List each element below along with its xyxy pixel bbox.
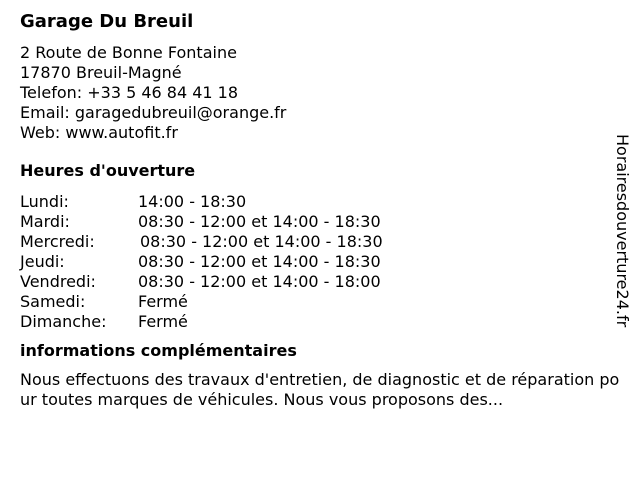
hours-row-vendredi — [20, 272, 610, 292]
day-label: Jeudi: — [20, 252, 65, 271]
address-street: 2 Route de Bonne Fontaine — [20, 43, 237, 62]
website: Web: www.autofit.fr — [20, 123, 178, 142]
day-hours: 08:30 - 12:00 et 14:00 - 18:30 — [138, 252, 381, 271]
day-label: Vendredi: — [20, 272, 96, 291]
hours-row-jeudi — [20, 252, 610, 272]
email-address: Email: garagedubreuil@orange.fr — [20, 103, 287, 122]
day-label: Mardi: — [20, 212, 70, 231]
day-label: Dimanche: — [20, 312, 107, 331]
day-label: Lundi: — [20, 192, 69, 211]
site-watermark: Horairesdouverture24.fr — [613, 134, 632, 328]
hours-row-samedi — [20, 292, 610, 312]
address-city: 17870 Breuil-Magné — [20, 63, 182, 82]
hours-heading: Heures d'ouverture — [20, 161, 196, 180]
business-name: Garage Du Breuil — [20, 11, 194, 32]
day-label: Mercredi: — [20, 232, 95, 251]
day-hours: 14:00 - 18:30 — [138, 192, 247, 211]
day-hours: Fermé — [138, 292, 188, 311]
business-card — [20, 10, 620, 410]
day-label: Samedi: — [20, 292, 86, 311]
day-hours: 08:30 - 12:00 et 14:00 - 18:30 — [140, 232, 383, 251]
hours-row-mardi — [20, 212, 610, 232]
info-text: Nous effectuons des travaux d'entretien, de diagnostic et de réparation pour toutes marques de véhicules. Nous vous proposons des... — [20, 370, 620, 409]
info-heading: informations complémentaires — [20, 341, 297, 360]
day-hours: 08:30 - 12:00 et 14:00 - 18:30 — [138, 212, 381, 231]
day-hours: 08:30 - 12:00 et 14:00 - 18:00 — [138, 272, 381, 291]
phone-number: Telefon: +33 5 46 84 41 18 — [20, 83, 239, 102]
address-block — [20, 43, 610, 143]
hours-row-lundi — [20, 192, 610, 212]
hours-row-dimanche — [20, 312, 610, 332]
day-hours: Fermé — [138, 312, 188, 331]
hours-row-mercredi — [20, 232, 610, 252]
hours-table — [20, 192, 610, 332]
